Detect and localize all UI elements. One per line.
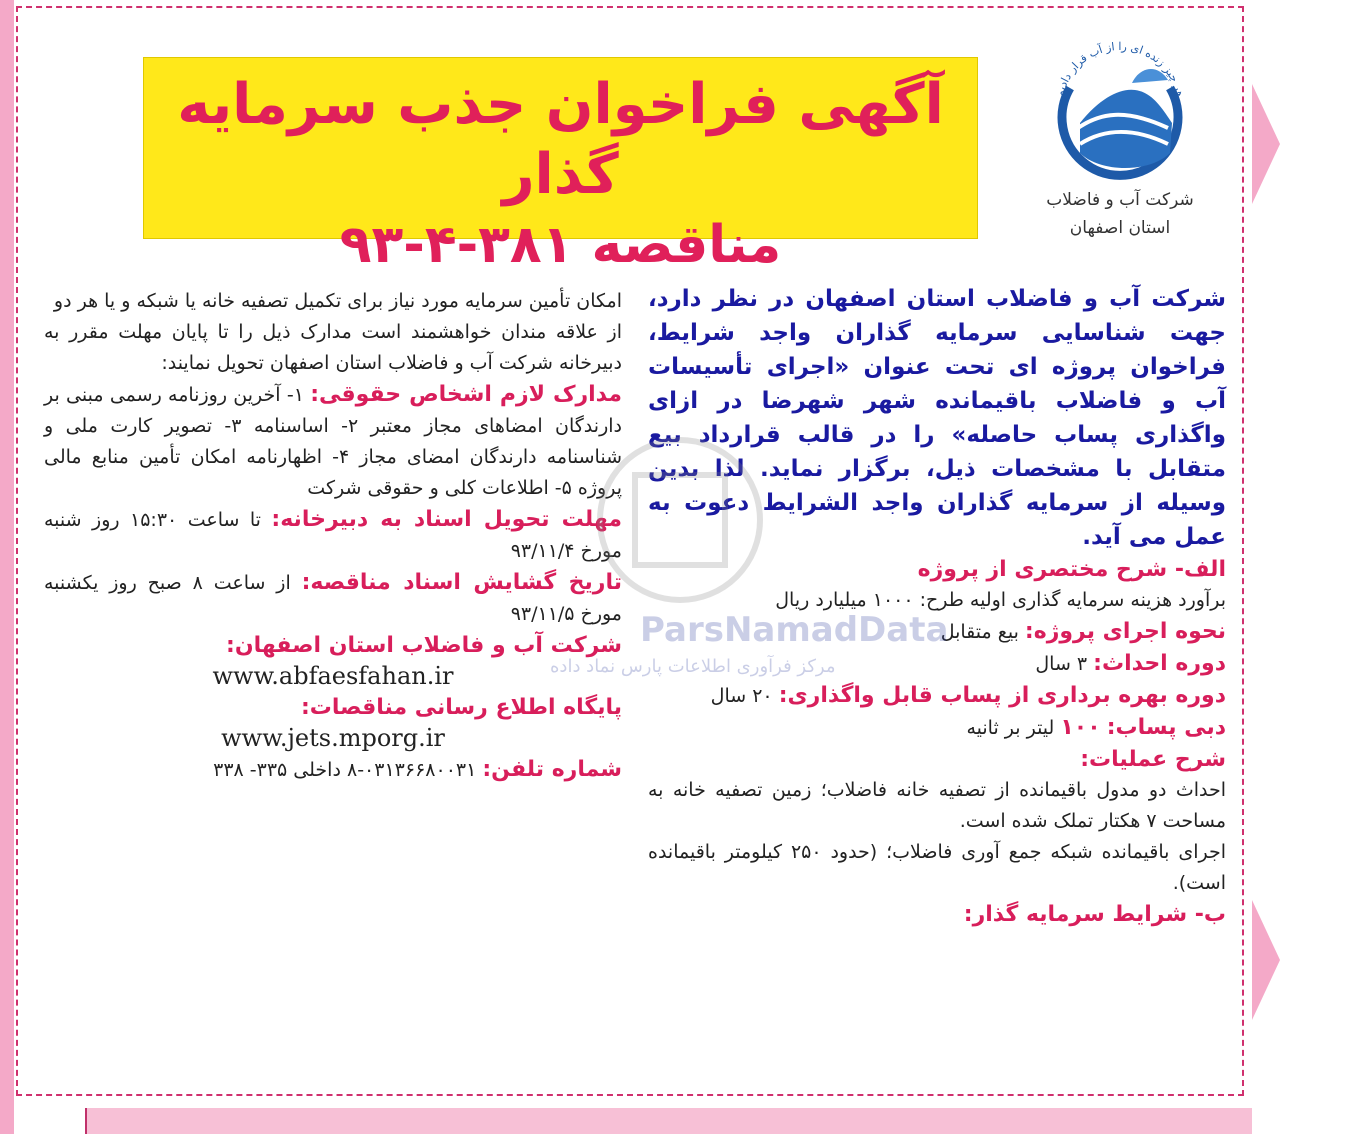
flow-label: دبی پساب: <box>1106 715 1226 740</box>
flow-value: ۱۰۰ <box>1060 715 1101 740</box>
portal-heading: پایگاه اطلاع رسانی مناقصات: <box>301 695 622 720</box>
opening-value: از ساعت ۸ صبح روز یکشنبه مورخ ۹۳/۱۱/۵ <box>44 572 622 625</box>
operations-item-1: احداث دو مدول باقیمانده از تصفیه خانه فاضلاب؛ زمین تصفیه خانه به مساحت ۷ هکتار تملک شده است. <box>648 779 1226 832</box>
deadline-label: مهلت تحویل اسناد به دبیرخانه: <box>271 507 622 532</box>
method-label: نحوه اجرای پروژه: <box>1024 619 1226 644</box>
intro-paragraph: شرکت آب و فاضلاب استان اصفهان در نظر دارد، جهت شناسایی سرمایه گذاران واجد شرایط، فراخوان پروژه ای تحت عنوان «اجرای تأسیسات آب و فاضلاب باقیمانده شهر شهرضا در ازای واگذاری پساب حاصله» را در قالب قرارداد بیع متقابل با مشخصات ذیل، برگزار نماید. لذا بدین وسیله از سرمایه گذاران واجد الشرایط دعوت به عمل می آید. <box>648 286 1226 550</box>
logo-province: استان اصفهان <box>1069 218 1171 238</box>
logo-company-name: شرکت آب و فاضلاب <box>1046 190 1194 210</box>
operations-label: شرح عملیات: <box>1080 747 1226 772</box>
right-margin <box>1252 0 1362 1134</box>
construction-label: دوره احداث: <box>1093 651 1226 676</box>
pink-tab <box>1252 900 1280 1020</box>
title-banner <box>143 57 978 275</box>
water-logo-icon <box>1040 28 1200 188</box>
method-value: بیع متقابل <box>940 621 1019 643</box>
company-logo <box>1030 28 1210 243</box>
watermark-brand: ParsNamadData <box>640 610 949 650</box>
logo-slogan: هر چیز زنده ای را از آب قرار دادیم <box>1053 39 1187 99</box>
phone-label: شماره تلفن: <box>482 757 622 782</box>
pink-tab <box>1252 84 1280 204</box>
ad-title: آگهی فراخوان جذب سرمایه گذار <box>177 72 944 207</box>
deadline-value: تا ساعت ۱۵:۳۰ روز شنبه مورخ ۹۳/۱۱/۴ <box>44 509 622 562</box>
company-heading: شرکت آب و فاضلاب استان اصفهان: <box>226 633 622 658</box>
company-website-link[interactable]: www.abfaesfahan.ir <box>212 662 454 690</box>
documents-label: مدارک لازم اشخاص حقوقی: <box>310 382 623 407</box>
exploitation-label: دوره بهره برداری از پساب قابل واگذاری: <box>778 683 1226 708</box>
portal-website-link[interactable]: www.jets.mporg.ir <box>221 724 445 752</box>
investment-estimate: برآورد هزینه سرمایه گذاری اولیه طرح: ۱۰۰۰ میلیارد ریال <box>775 589 1226 611</box>
submission-request: از علاقه مندان خواهشمند است مدارک ذیل را تا پایان مهلت مقرر به دبیرخانه شرکت آب و فاضلاب استان اصفهان تحویل نمایند: <box>44 321 622 374</box>
phone-value: ۰۳۱۳۶۶۸۰۰۳۱-۸ داخلی ۳۳۵- ۳۳۸ <box>213 759 477 781</box>
documents-list: ۱- آخرین روزنامه رسمی مبنی بر دارندگان امضاهای مجاز معتبر ۲- اساسنامه ۳- تصویر کارت ملی و شناسنامه دارندگان امضای مجاز ۴- اظهارنامه امکان تأمین منابع مالی پروژه ۵- اطلاعات کلی و حقوقی شرکت <box>44 384 622 499</box>
construction-value: ۳ سال <box>1035 653 1088 675</box>
opening-label: تاریخ گشایش اسناد مناقصه: <box>301 570 622 595</box>
section-a-heading: الف- شرح مختصری از پروژه <box>917 557 1226 582</box>
operations-item-2: اجرای باقیمانده شبکه جمع آوری فاضلاب؛ (حدود ۲۵۰ کیلومتر باقیمانده است). <box>648 841 1226 894</box>
left-pink-strip <box>0 0 14 1134</box>
exploitation-value: ۲۰ سال <box>710 685 773 707</box>
watermark-seal-icon <box>580 430 780 610</box>
watermark <box>520 430 949 680</box>
tender-number: مناقصه ۳۸۱-۴-۹۳ <box>339 215 782 275</box>
flow-unit: لیتر بر ثانیه <box>966 717 1055 739</box>
section-b-heading: ب- شرایط سرمایه گذار: <box>963 902 1226 927</box>
watermark-tagline: مرکز فرآوری اطلاعات پارس نماد داده <box>550 656 836 677</box>
svg-text:هر چیز زنده ای را از آب قرار د <box>1053 40 1187 99</box>
funding-scope: امکان تأمین سرمایه مورد نیاز برای تکمیل تصفیه خانه یا شبکه و یا هر دو <box>53 290 622 312</box>
bottom-pink-strip <box>85 1108 1252 1134</box>
